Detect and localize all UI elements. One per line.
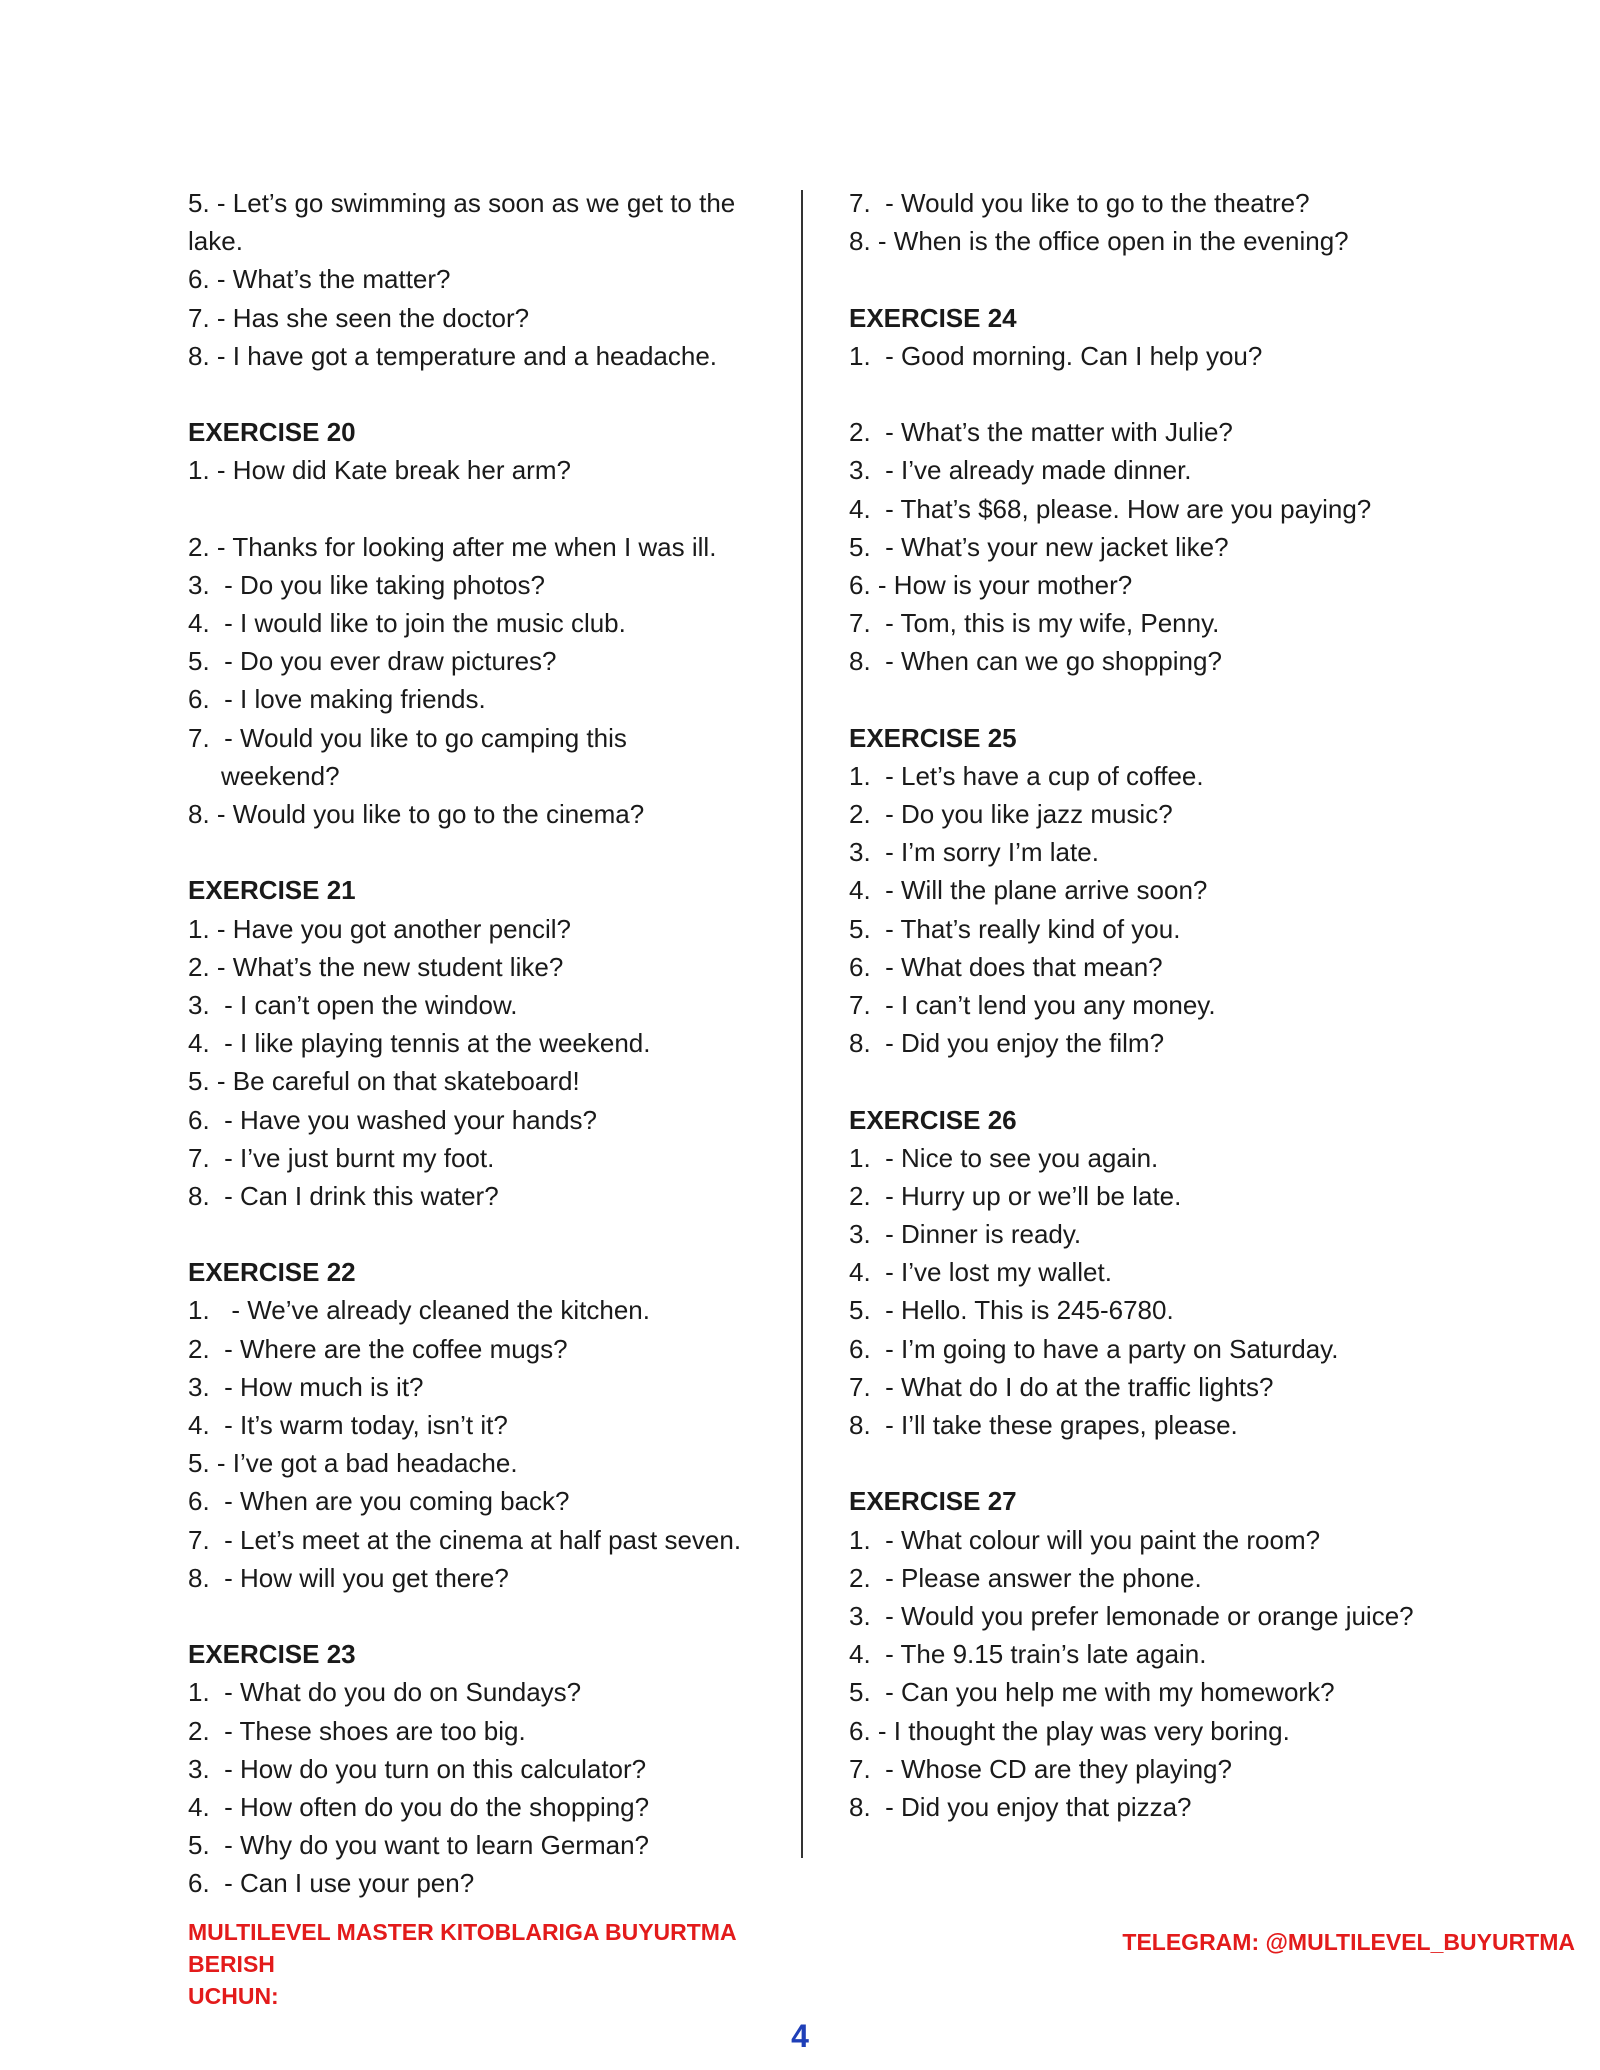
left-column	[188, 184, 788, 1902]
dialogue-line: 4. - I would like to join the music club.	[188, 608, 626, 639]
dialogue-line: 7. - I’ve just burnt my foot.	[188, 1142, 495, 1173]
dialogue-line: 5. - Let’s go swimming as soon as we get to the	[188, 188, 736, 218]
telegram-contact: TELEGRAM: @MULTILEVEL_BUYURTMA	[1122, 1929, 1575, 1955]
dialogue-line: 8. - Did you enjoy the film?	[849, 1028, 1165, 1059]
dialogue-line: 4. - Will the plane arrive soon?	[849, 875, 1208, 906]
dialogue-line: 2. - Please answer the phone.	[849, 1562, 1202, 1593]
dialogue-line: 1. - How did Kate break her arm?	[188, 455, 571, 486]
exercise-heading: EXERCISE 22	[188, 1257, 356, 1288]
dialogue-line: 2. - Thanks for looking after me when I was ill.	[188, 531, 717, 562]
blank-line	[849, 1062, 1489, 1100]
column-divider	[801, 190, 803, 1858]
blank-line	[188, 490, 788, 528]
dialogue-line: 4. - The 9.15 train’s late again.	[849, 1639, 1207, 1670]
dialogue-line: 4. - That’s $68, please. How are you paying?	[849, 493, 1372, 524]
dialogue-line: 6. - Have you washed your hands?	[188, 1104, 598, 1135]
dialogue-line: 7. - Would you like to go to the theatre?	[849, 188, 1310, 218]
blank-line	[188, 1597, 788, 1635]
dialogue-line: 5. - Hello. This is 245-6780.	[849, 1295, 1174, 1326]
page-number: 4	[791, 2018, 809, 2054]
dialogue-line: 4. - It’s warm today, isn’t it?	[188, 1410, 508, 1440]
dialogue-line: 7. - Tom, this is my wife, Penny.	[849, 608, 1220, 639]
order-notice-line-2: UCHUN:	[188, 1983, 279, 2009]
exercise-heading: EXERCISE 27	[849, 1486, 1017, 1517]
dialogue-line: 5. - Be careful on that skateboard!	[188, 1066, 580, 1097]
dialogue-line: 5. - What’s your new jacket like?	[849, 531, 1229, 562]
dialogue-line: 6. - I love making friends.	[188, 684, 486, 715]
dialogue-line: 2. - These shoes are too big.	[188, 1715, 526, 1746]
dialogue-line: 3. - I’m sorry I’m late.	[849, 837, 1099, 868]
dialogue-line: 6. - I thought the play was very boring.	[849, 1715, 1290, 1746]
exercise-heading: EXERCISE 21	[188, 875, 356, 906]
blank-line	[188, 1215, 788, 1253]
dialogue-line: 8. - Would you like to go to the cinema?	[188, 799, 645, 829]
dialogue-line: 6. - Can I use your pen?	[188, 1868, 475, 1899]
dialogue-line: 8. - Can I drink this water?	[188, 1180, 499, 1211]
dialogue-line: 8. - Did you enjoy that pizza?	[849, 1791, 1192, 1822]
exercise-heading: EXERCISE 26	[849, 1104, 1017, 1135]
dialogue-line: 8. - I’ll take these grapes, please.	[849, 1410, 1238, 1440]
dialogue-line: 3. - How much is it?	[188, 1371, 424, 1402]
dialogue-line: 1. - What colour will you paint the room?	[849, 1524, 1321, 1555]
dialogue-line: 2. - Where are the coffee mugs?	[188, 1333, 568, 1364]
exercise-heading: EXERCISE 20	[188, 417, 356, 448]
dialogue-line: 1. - Nice to see you again.	[849, 1142, 1159, 1173]
blank-line	[849, 680, 1489, 718]
dialogue-line: 1. - Have you got another pencil?	[188, 913, 572, 944]
exercise-heading: EXERCISE 25	[849, 722, 1017, 753]
dialogue-line: 3. - I’ve already made dinner.	[849, 455, 1192, 486]
dialogue-line: 7. - Would you like to go camping this	[188, 722, 627, 753]
dialogue-line: 8. - When can we go shopping?	[849, 646, 1222, 677]
order-notice-line-1: MULTILEVEL MASTER KITOBLARIGA BUYURTMA BERISH	[188, 1919, 736, 1977]
blank-line	[188, 375, 788, 413]
blank-line	[849, 375, 1489, 413]
dialogue-line: 8. - When is the office open in the evening?	[849, 226, 1349, 257]
order-notice	[188, 1916, 828, 2012]
dialogue-line: 3. - Do you like taking photos?	[188, 569, 545, 600]
blank-line	[849, 1444, 1489, 1482]
dialogue-line: 7. - What do I do at the traffic lights?	[849, 1371, 1274, 1402]
dialogue-line: 6. - I’m going to have a party on Saturday.	[849, 1333, 1339, 1364]
dialogue-line: 5. - That’s really kind of you.	[849, 913, 1181, 944]
dialogue-line: 4. - I’ve lost my wallet.	[849, 1257, 1112, 1288]
dialogue-line: 7. - Let’s meet at the cinema at half past seven.	[188, 1524, 742, 1555]
dialogue-line: 1. - Good morning. Can I help you?	[849, 340, 1263, 371]
blank-line	[849, 260, 1489, 298]
dialogue-line: 6. - What’s the matter?	[188, 264, 451, 295]
dialogue-line: 6. - What does that mean?	[849, 951, 1163, 982]
exercise-heading: EXERCISE 23	[188, 1639, 356, 1670]
right-column	[849, 184, 1489, 1826]
dialogue-line: 3. - I can’t open the window.	[188, 989, 518, 1020]
exercise-heading: EXERCISE 24	[849, 302, 1017, 333]
dialogue-line: 5. - I’ve got a bad headache.	[188, 1448, 518, 1479]
dialogue-line: 2. - Do you like jazz music?	[849, 799, 1173, 829]
dialogue-line: 1. - What do you do on Sundays?	[188, 1677, 582, 1708]
dialogue-line: 4. - How often do you do the shopping?	[188, 1791, 650, 1822]
dialogue-line: 1. - Let’s have a cup of coffee.	[849, 760, 1204, 791]
dialogue-line: 1. - We’ve already cleaned the kitchen.	[188, 1295, 650, 1326]
dialogue-line: 2. - What’s the matter with Julie?	[849, 417, 1233, 448]
dialogue-line: 7. - Has she seen the doctor?	[188, 302, 530, 333]
dialogue-line: 5. - Can you help me with my homework?	[849, 1677, 1335, 1708]
dialogue-line: 6. - How is your mother?	[849, 569, 1133, 600]
dialogue-line: 3. - Would you prefer lemonade or orange juice?	[849, 1600, 1414, 1631]
dialogue-line: 4. - I like playing tennis at the weekend.	[188, 1028, 651, 1059]
blank-line	[188, 833, 788, 871]
dialogue-line: 3. - Dinner is ready.	[849, 1219, 1082, 1250]
dialogue-line: 3. - How do you turn on this calculator?	[188, 1753, 647, 1784]
dialogue-line: 7. - Whose CD are they playing?	[849, 1753, 1232, 1784]
dialogue-line: 5. - Do you ever draw pictures?	[188, 646, 557, 677]
dialogue-line: 7. - I can’t lend you any money.	[849, 989, 1216, 1020]
dialogue-line: 5. - Why do you want to learn German?	[188, 1830, 649, 1861]
dialogue-line: 8. - I have got a temperature and a headache.	[188, 340, 718, 371]
dialogue-line: lake.	[188, 226, 243, 257]
dialogue-line: 2. - Hurry up or we’ll be late.	[849, 1180, 1182, 1211]
dialogue-line: 8. - How will you get there?	[188, 1562, 509, 1593]
dialogue-line: weekend?	[221, 760, 340, 791]
dialogue-line: 2. - What’s the new student like?	[188, 951, 564, 982]
dialogue-line: 6. - When are you coming back?	[188, 1486, 570, 1517]
